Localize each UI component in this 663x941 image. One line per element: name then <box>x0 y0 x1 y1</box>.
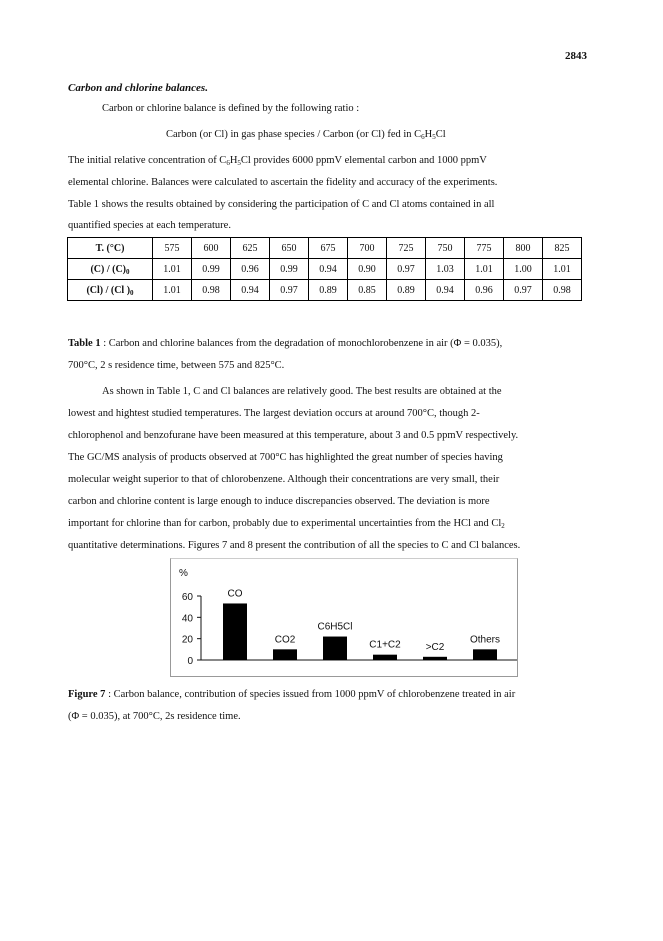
y-tick-label: 60 <box>181 592 193 603</box>
category-label: >C2 <box>425 641 445 653</box>
bar-c6h5cl <box>323 637 347 660</box>
table-cell: 825 <box>543 238 582 259</box>
table-cell: 0.96 <box>231 259 270 280</box>
paragraph-1-line-3: Table 1 shows the results obtained by considering the participation of C and Cl atoms contained in all <box>68 199 495 210</box>
table-row-temperature <box>68 238 582 259</box>
table-cell: 725 <box>387 238 426 259</box>
paragraph-1-line-2: elemental chlorine. Balances were calculated to ascertain the fidelity and accuracy of the experiments. <box>68 177 498 188</box>
table-cell: 750 <box>426 238 465 259</box>
category-label: CO2 <box>274 634 296 646</box>
bar-c1-c2 <box>373 655 397 660</box>
table-cell: 1.01 <box>153 259 192 280</box>
paragraph-2-line-5: molecular weight superior to that of chlorobenzene. Although their concentrations are very small, their <box>68 474 500 485</box>
table-header-carbon: $(C) / (C)_0$ <box>68 259 153 280</box>
table-cell: 0.94 <box>231 280 270 301</box>
table-cell: 0.98 <box>192 280 231 301</box>
category-label: C1+C2 <box>369 639 401 651</box>
table-cell: 0.99 <box>270 259 309 280</box>
table-cell: 625 <box>231 238 270 259</box>
ratio-formula: Carbon (or Cl) in gas phase species / Carbon (or Cl) fed in $C_6H_5Cl$ <box>166 129 446 141</box>
section-heading: Carbon and chlorine balances. <box>68 82 208 94</box>
table-cell: 575 <box>153 238 192 259</box>
paragraph-2-line-3: chlorophenol and benzofurane have been measured at this temperature, about 3 and 0.5 ppmV respectively. <box>68 430 519 441</box>
table-cell: 0.94 <box>426 280 465 301</box>
figure-7-caption-line-2: (Φ = 0.035), at 700°C, 2s residence time. <box>68 711 241 722</box>
table-cell: 600 <box>192 238 231 259</box>
table-cell: 0.97 <box>387 259 426 280</box>
paragraph-2-line-6: carbon and chlorine content is large enough to induce discrepancies observed. The deviation is more <box>68 496 490 507</box>
bar-co <box>223 603 247 660</box>
bar--c2 <box>423 657 447 660</box>
intro-line: Carbon or chlorine balance is defined by the following ratio : <box>102 103 360 114</box>
y-axis-label: % <box>179 568 188 579</box>
table-1-caption-line-2: 700°C, 2 s residence time, between 575 and 825°C. <box>68 360 285 371</box>
bar-co2 <box>273 649 297 660</box>
balance-table <box>67 237 582 301</box>
table-cell: 0.97 <box>270 280 309 301</box>
table-cell: 1.00 <box>504 259 543 280</box>
table-cell: 1.01 <box>543 259 582 280</box>
paragraph-2-line-2: lowest and hightest studied temperatures. The largest deviation occurs at around 700°C, though 2- <box>68 408 480 419</box>
table-cell: 800 <box>504 238 543 259</box>
paragraph-1-line-4: quantified species at each temperature. <box>68 220 231 231</box>
table-row-chlorine <box>68 280 582 301</box>
table-header-chlorine: (Cl) / (Cl )$_0$ <box>68 280 153 301</box>
y-tick-label: 0 <box>187 656 193 667</box>
paragraph-2-line-4: The GC/MS analysis of products observed at 700°C has highlighted the great number of species having <box>68 452 503 463</box>
table-cell: 650 <box>270 238 309 259</box>
paragraph-2-line-1: As shown in Table 1, C and Cl balances are relatively good. The best results are obtained at the <box>102 386 502 397</box>
table-cell: 0.89 <box>309 280 348 301</box>
table-cell: 0.96 <box>465 280 504 301</box>
table-cell: 0.90 <box>348 259 387 280</box>
category-label: Others <box>469 634 501 646</box>
table-cell: 0.85 <box>348 280 387 301</box>
paragraph-2-line-8: quantitative determinations. Figures 7 and 8 present the contribution of all the species to C and Cl balances. <box>68 540 521 551</box>
table-cell: 700 <box>348 238 387 259</box>
y-tick-label: 20 <box>181 634 193 646</box>
table-cell: 1.01 <box>153 280 192 301</box>
table-cell: 0.98 <box>543 280 582 301</box>
paragraph-1-line-1: The initial relative concentration of $C_6H_5Cl$ provides 6000 ppmV elemental carbon and 1000 ppmV <box>68 155 487 167</box>
bar-others <box>473 649 497 660</box>
table-header-temperature: T. (°C) <box>68 238 153 259</box>
table-cell: 0.99 <box>192 259 231 280</box>
table-row-carbon <box>68 259 582 280</box>
table-cell: 0.94 <box>309 259 348 280</box>
category-label: CO <box>227 588 243 600</box>
y-tick-label: 40 <box>181 613 193 625</box>
table-cell: 775 <box>465 238 504 259</box>
paragraph-2-line-7: important for chlorine than for carbon, probably due to experimental uncertainties from the HCl and $Cl_2$ <box>68 518 505 530</box>
page-number: 2843 <box>565 50 587 62</box>
category-label: C6H5Cl <box>317 621 353 633</box>
table-cell: 0.89 <box>387 280 426 301</box>
figure-7-chart <box>170 558 518 677</box>
table-cell: 0.97 <box>504 280 543 301</box>
figure-7-caption-line-1: Figure 7 : Carbon balance, contribution of species issued from 1000 ppmV of chlorobenzene treated in air <box>68 689 516 700</box>
table-cell: 1.03 <box>426 259 465 280</box>
figure-7-chart-svg <box>171 559 517 676</box>
table-cell: 675 <box>309 238 348 259</box>
table-1-caption-line-1: Table 1 : Carbon and chlorine balances from the degradation of monochlorobenzene in air (Φ = 0.035), <box>68 338 503 349</box>
table-cell: 1.01 <box>465 259 504 280</box>
